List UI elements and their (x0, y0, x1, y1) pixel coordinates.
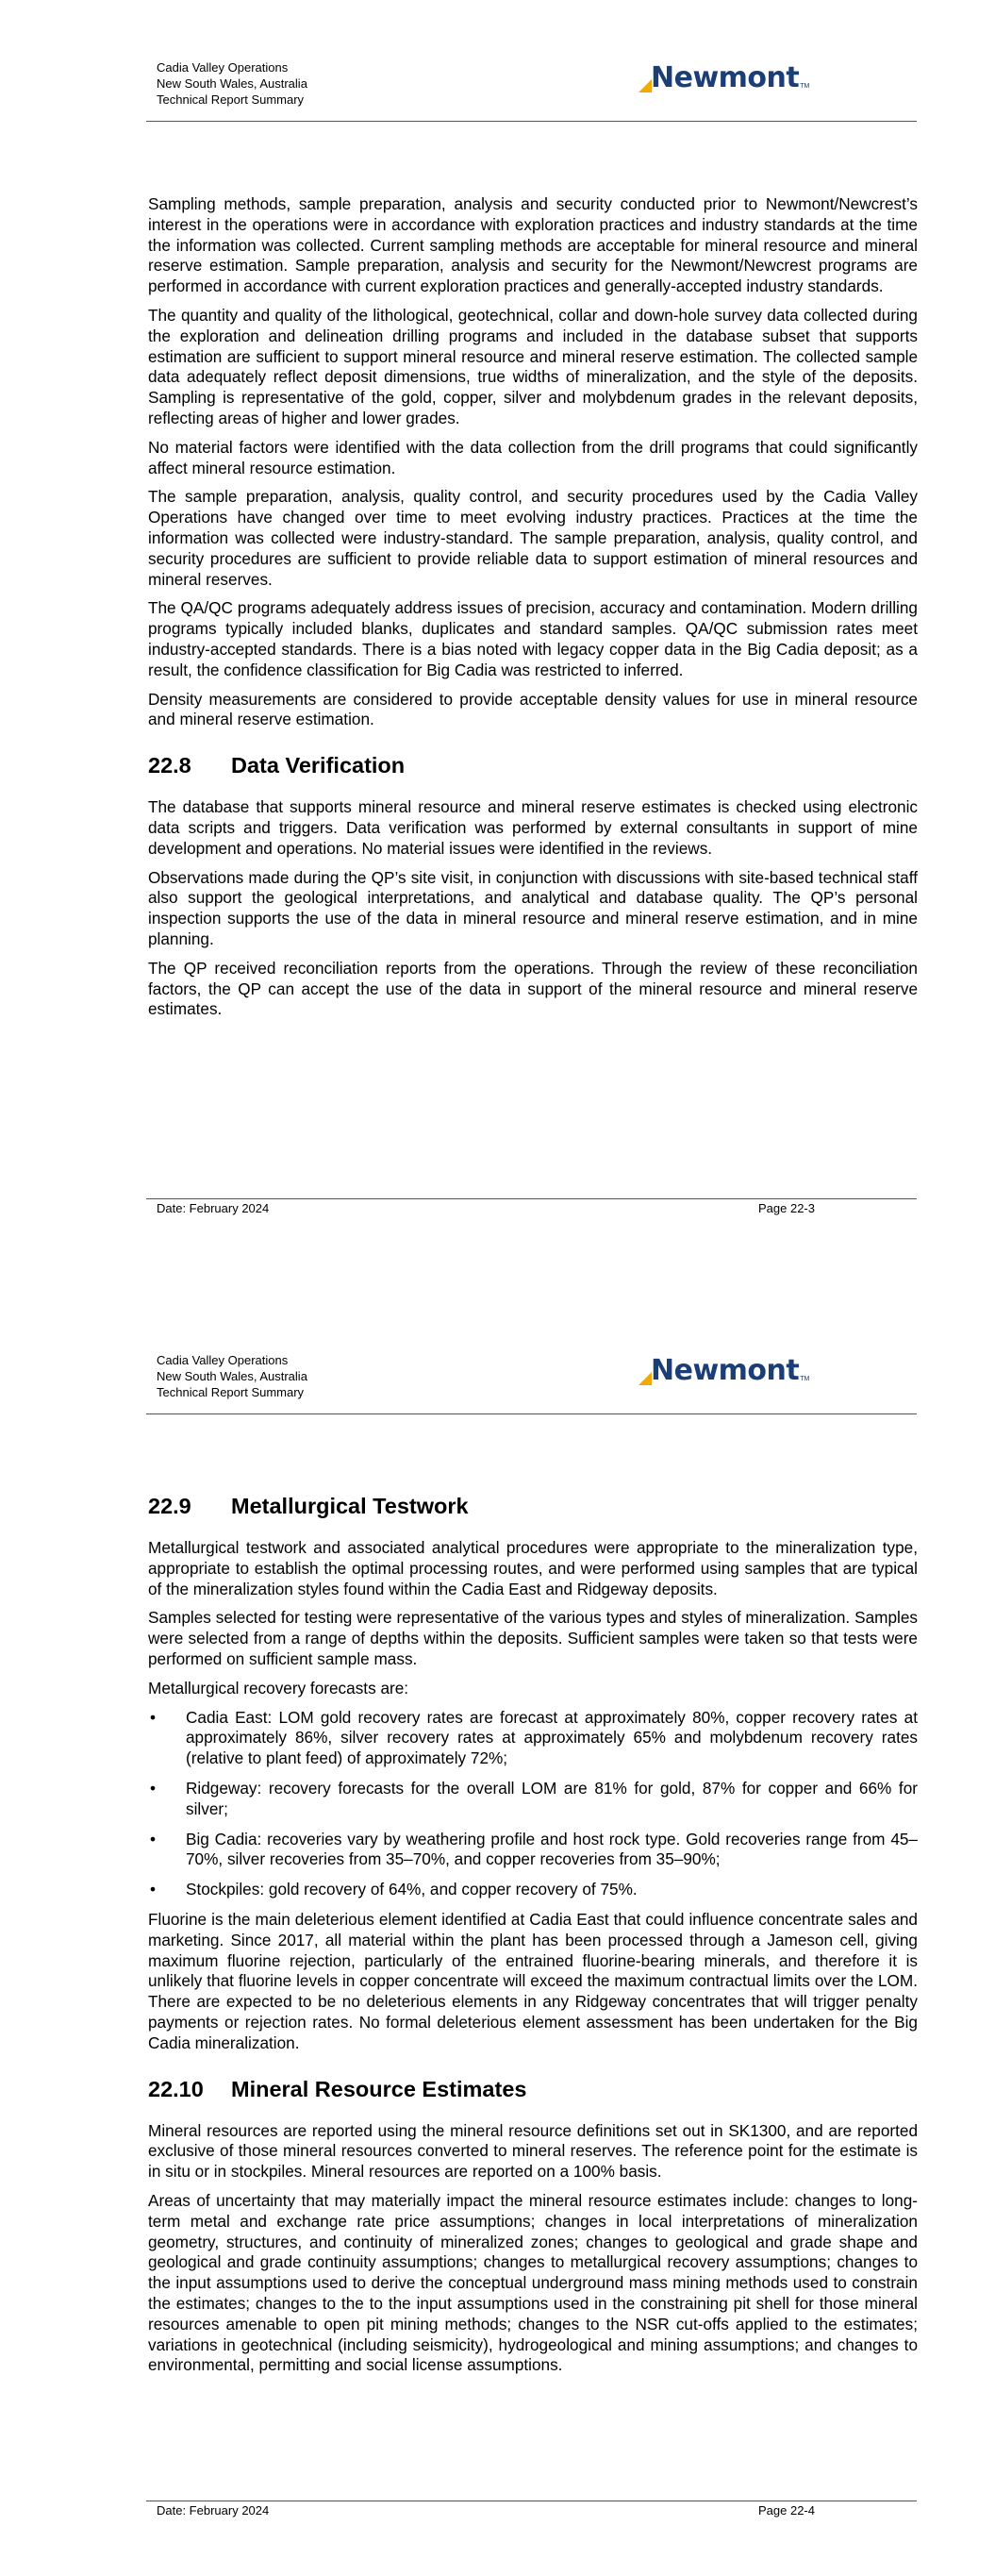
section-title: Data Verification (231, 753, 406, 778)
footer-page-number: Page 22-3 (758, 1201, 815, 1215)
paragraph: The sample preparation, analysis, quality control, and security procedures used by the Cadia Valley Operations have changed over time to meet evolving industry practices. Practices at the time the information was collected were industry-standard. The sample preparation, analysis, quality control, and security procedures are sufficient to provide reliable data to support estimation of mineral resources and mineral reserves. (148, 487, 918, 589)
header-project-name: Cadia Valley Operations (157, 1353, 289, 1367)
paragraph: No material factors were identified with the data collection from the drill programs that could significantly affect mineral resource estimation. (148, 437, 918, 477)
section-heading-mineral-resource-estimates (148, 2076, 918, 2102)
page-footer (146, 2501, 917, 2517)
bullet-icon: • (150, 1829, 157, 1848)
section-number: 22.9 (148, 1494, 191, 1518)
paragraph: Mineral resources are reported using the mineral resource definitions set out in SK1300, and are reported exclusive of those mineral resources converted to mineral reserves. The reference point for the estimate is in situ or in stockpiles. Mineral resources are reported on a 100% basis. (148, 2120, 918, 2182)
page-header (146, 59, 917, 122)
section-heading-data-verification (148, 752, 918, 778)
newmont-logo-mark-icon (638, 1366, 652, 1385)
paragraph: Fluorine is the main deleterious element identified at Cadia East that could influence concentrate sales and marketing. Since 2017, all material within the plant has been processed through a Jameson cell, giving maximum fluorine rejection, particularly of the entrained fluorine-bearing minerals, and therefore it is unlikely that fluorine levels in copper concentrate will exceed the maximum contractual limits over the LOM. There are expected to be no deleterious elements in any Ridgeway concentrates that will trigger penalty payments or rejection rates. No formal deleterious element assessment has been undertaken for the Big Cadia mineralization. (148, 1909, 918, 2052)
paragraph: Metallurgical testwork and associated analytical procedures were appropriate to the mineralization type, appropriate to establish the optimal processing routes, and were performed using samples that are typical of the mineralization styles found within the Cadia East and Ridgeway deposits. (148, 1538, 918, 1598)
logo-wordmark: Newmont (651, 1354, 800, 1387)
list-item-text: Cadia East: LOM gold recovery rates are forecast at approximately 80%, copper recovery rates at approximately 86%, silver recovery rates at approximately 65% and molybdenum recovery rates (relative to plant feed) of approximately 72%; (186, 1707, 918, 1768)
paragraph: The QP received reconciliation reports from the operations. Through the review of these reconciliation factors, the QP can accept the use of the data in support of the mineral resource and mineral reserve estimates. (148, 958, 918, 1019)
paragraph: The QA/QC programs adequately address issues of precision, accuracy and contamination. Modern drilling programs typically included blanks, duplicates and standard samples. QA/QC submission rates meet industry-accepted standards. There is a bias noted with legacy copper data in the Big Cadia deposit; as a result, the confidence classification for Big Cadia was restricted to inferred. (148, 598, 918, 679)
header-report-type: Technical Report Summary (157, 1385, 305, 1399)
logo-wordmark: Newmont (651, 61, 800, 94)
header-text (157, 1352, 307, 1400)
paragraph: Areas of uncertainty that may materially impact the mineral resource estimates include: changes to long-term metal and exchange rate price assumptions; changes in local interpretations of mineralization geometry, structures, and continuity of mineralized zones; changes to geological and grade shape and geological and grade continuity assumptions; changes to metallurgical recovery assumptions; changes to the input assumptions used to derive the conceptual underground mass mining methods used to constrain the estimates; changes to the to the input assumptions used in the constraining pit shell for those mineral resources amenable to open pit mining methods; changes to the NSR cut-offs applied to the estimates; variations in geotechnical (including seismicity), hydrogeological and mining assumptions; and changes to environmental, permitting and social license assumptions. (148, 2190, 918, 2375)
footer-date: Date: February 2024 (157, 1201, 270, 1215)
list-item (148, 1708, 918, 1769)
header-report-type: Technical Report Summary (157, 92, 305, 107)
section-heading-metallurgical-testwork (148, 1493, 918, 1519)
section-number: 22.10 (148, 2076, 204, 2101)
logo-trademark: TM (800, 1376, 810, 1382)
bullet-icon: • (150, 1778, 157, 1798)
bullet-icon: • (150, 1707, 157, 1727)
list-item-text: Stockpiles: gold recovery of 64%, and copper recovery of 75%. (186, 1880, 638, 1899)
recovery-forecast-list (148, 1708, 918, 1900)
newmont-logo (638, 61, 810, 94)
logo-trademark: TM (800, 83, 810, 90)
section-number: 22.8 (148, 753, 191, 778)
list-item-text: Big Cadia: recoveries vary by weathering profile and host rock type. Gold recoveries range from 45–70%, silver recoveries from 35–70%, and copper recoveries from 35–90%; (186, 1829, 918, 1869)
header-text (157, 59, 307, 108)
paragraph: Samples selected for testing were representative of the various types and styles of mineralization. Samples were selected from a range of depths within the deposits. Sufficient samples were taken so that tests were performed on sufficient sample mass. (148, 1608, 918, 1668)
newmont-logo-mark-icon (638, 74, 652, 92)
paragraph: Metallurgical recovery forecasts are: (148, 1678, 409, 1698)
paragraph: Observations made during the QP’s site visit, in conjunction with discussions with site-based technical staff also support the geological interpretations, and analytical and database quality. The QP’s personal inspection supports the use of the data in mineral resource and mineral reserve estimation, and in mine planning. (148, 867, 918, 948)
section-title: Mineral Resource Estimates (231, 2076, 527, 2101)
list-item-text: Ridgeway: recovery forecasts for the overall LOM are 81% for gold, 87% for copper and 66% for silver; (186, 1778, 918, 1818)
page-header (146, 1351, 917, 1414)
bullet-icon: • (150, 1880, 157, 1899)
footer-date: Date: February 2024 (157, 2503, 270, 2517)
paragraph: Sampling methods, sample preparation, analysis and security conducted prior to Newmont/Newcrest’s interest in the operations were in accordance with exploration practices and industry standards at the time the information was collected. Current sampling methods are acceptable for mineral resource and mineral reserve estimation. Sample preparation, analysis and security for the Newmont/Newcrest programs are performed in accordance with current exploration practices and generally-accepted industry standards. (148, 194, 918, 296)
list-item (148, 1779, 918, 1820)
footer-page-number: Page 22-4 (758, 2503, 815, 2517)
header-location: New South Wales, Australia (157, 1369, 307, 1383)
header-project-name: Cadia Valley Operations (157, 60, 289, 75)
list-item (148, 1880, 918, 1900)
paragraph: The database that supports mineral resource and mineral reserve estimates is checked using electronic data scripts and triggers. Data verification was performed by external consultants in support of mine development and operations. No material issues were identified in the reviews. (148, 797, 918, 858)
paragraph: Density measurements are considered to provide acceptable density values for use in mineral resource and mineral reserve estimation. (148, 689, 918, 729)
report-page-22-4 (0, 1293, 995, 2576)
header-location: New South Wales, Australia (157, 76, 307, 91)
newmont-logo (638, 1354, 810, 1387)
page-body (148, 1493, 918, 2384)
paragraph: The quantity and quality of the lithological, geotechnical, collar and down-hole survey data collected during the exploration and delineation drilling programs and included in the database subset that supports estimation are sufficient to support mineral resource and mineral reserve estimation. The collected sample data adequately reflect deposit dimensions, true widths of mineralization, and the style of the deposits. Sampling is representative of the gold, copper, silver and molybdenum grades in the relevant deposits, reflecting areas of higher and lower grades. (148, 305, 918, 427)
page-body (148, 194, 918, 1029)
section-title: Metallurgical Testwork (231, 1494, 469, 1518)
page-footer (146, 1198, 917, 1215)
list-item (148, 1830, 918, 1871)
